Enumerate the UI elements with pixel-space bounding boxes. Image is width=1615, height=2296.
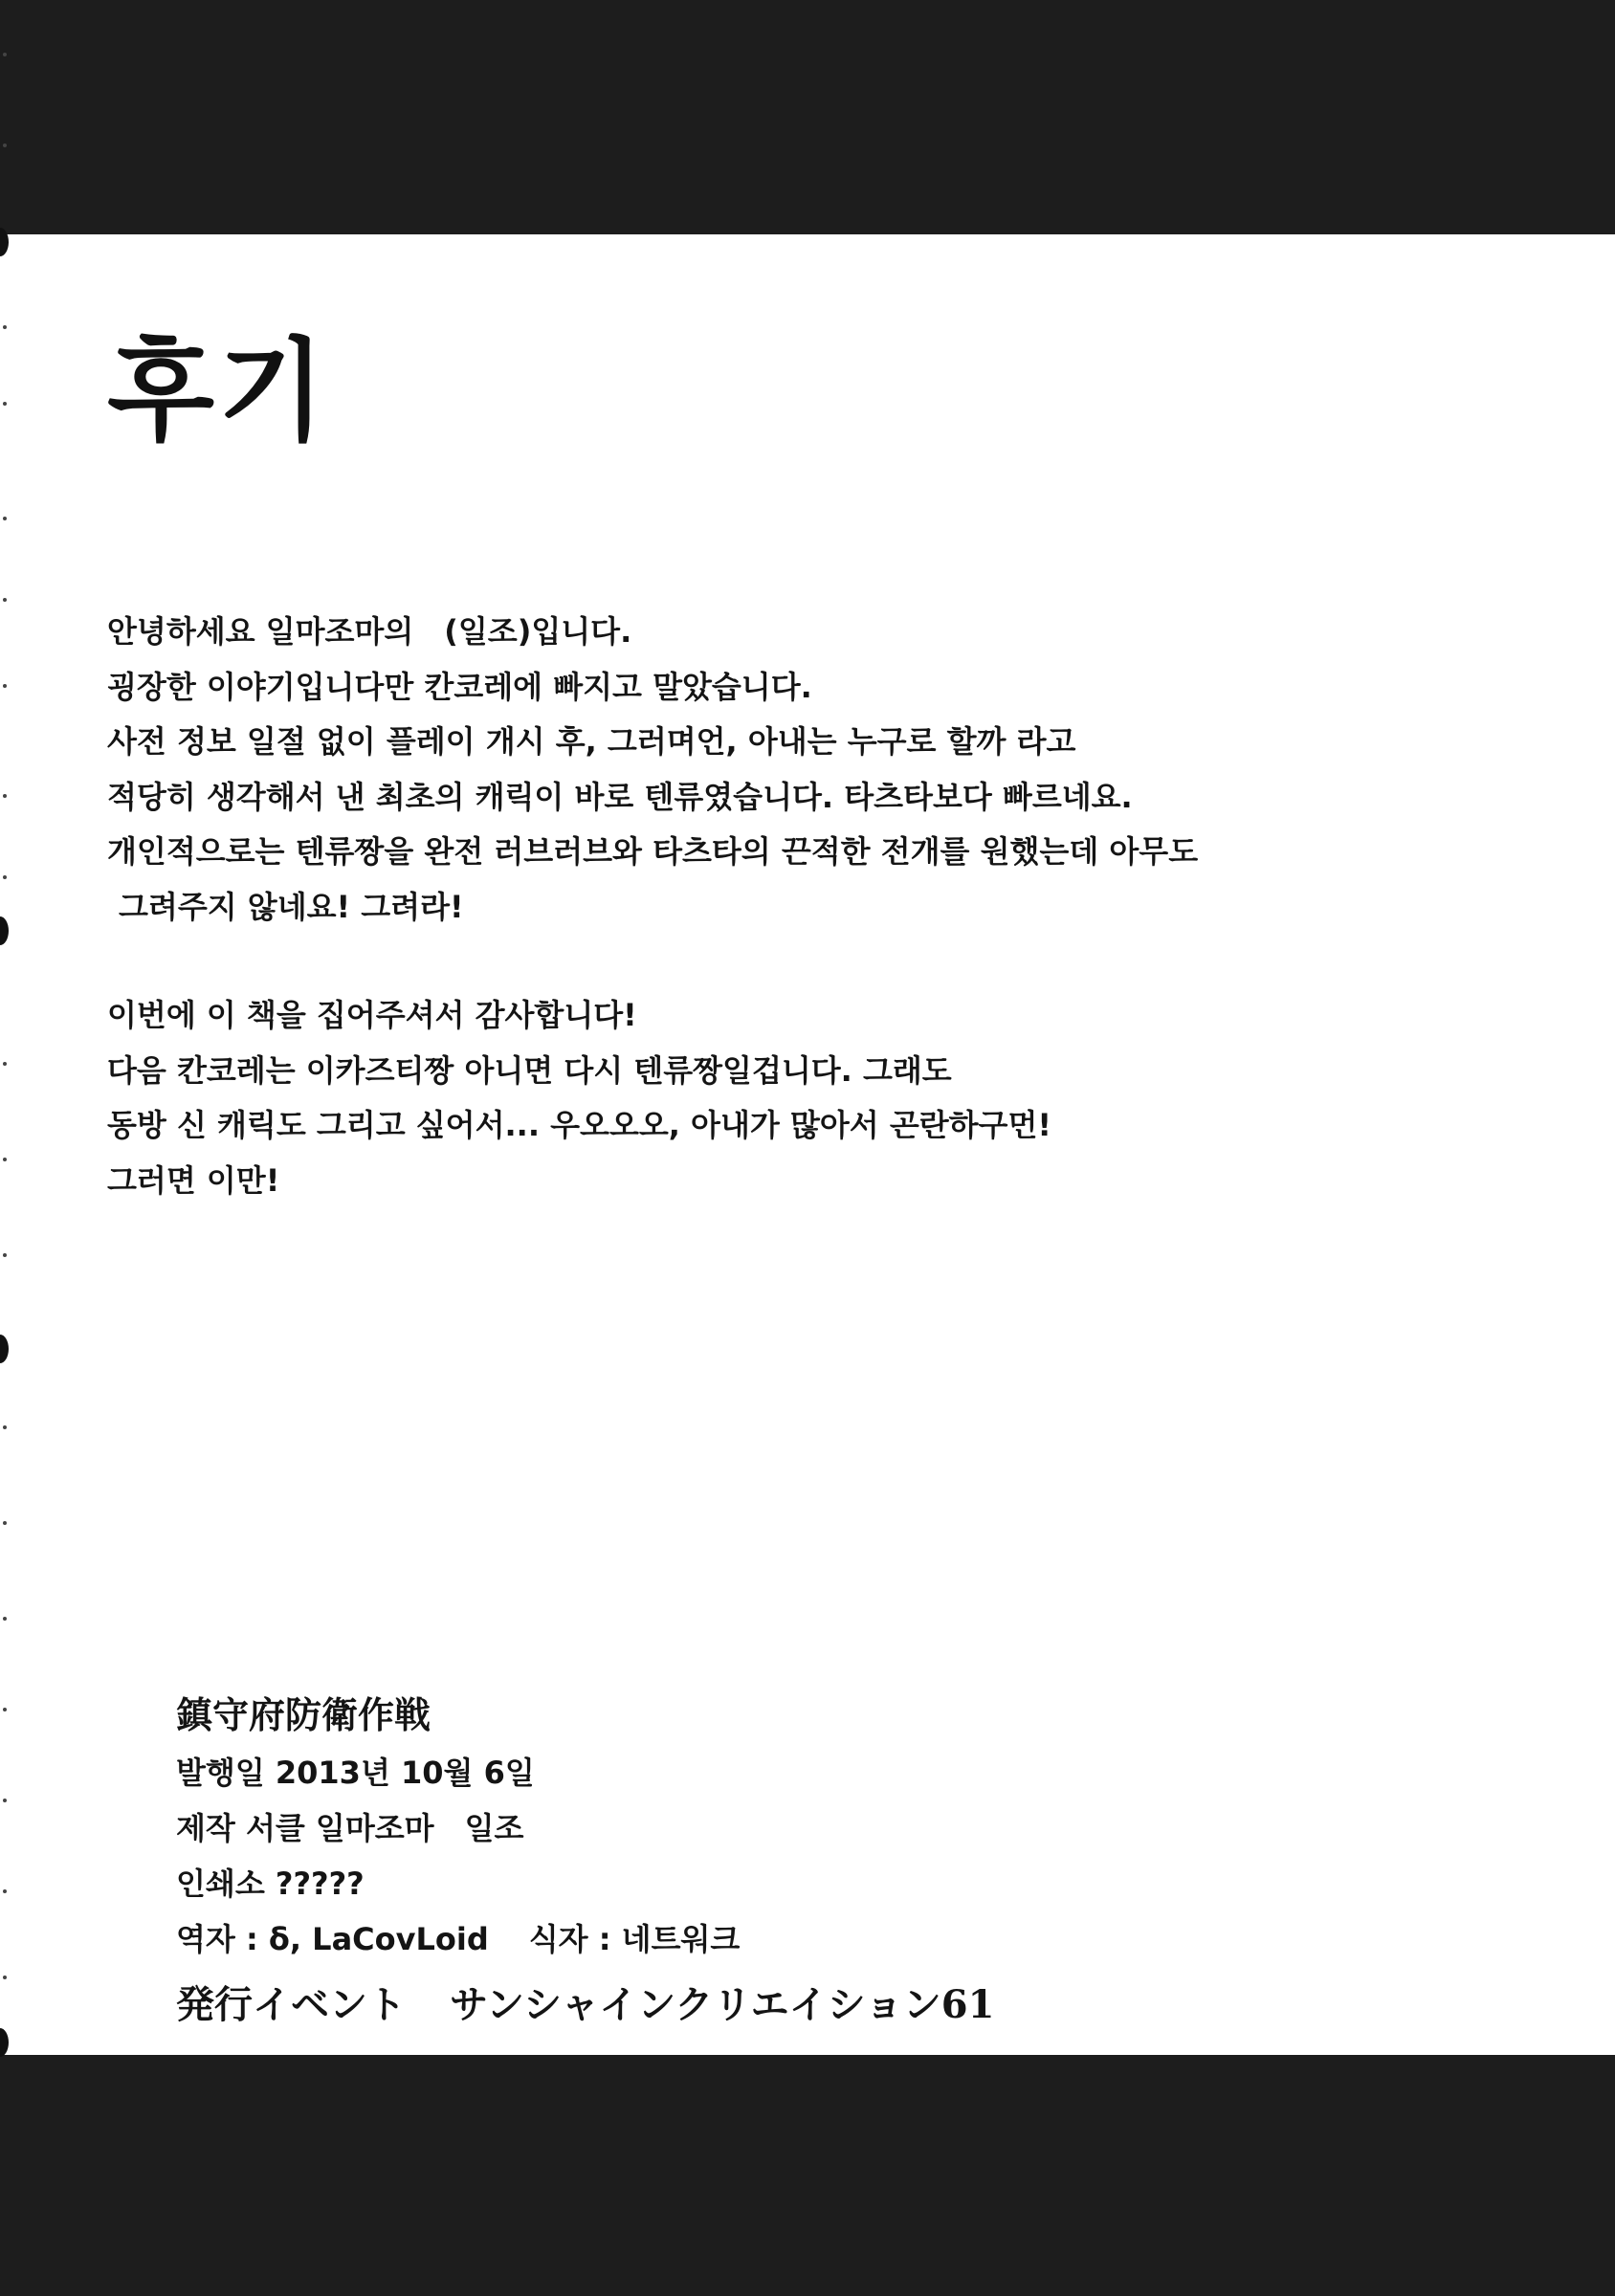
body-line: 다음 칸코레는 이카즈티짱 아니면 다시 텐류짱일겁니다. 그래도 bbox=[107, 1051, 952, 1089]
body-line: 그러면 이만! bbox=[107, 1161, 280, 1199]
binding-hole bbox=[0, 228, 9, 256]
afterword-body bbox=[107, 605, 1447, 1208]
binding-speck bbox=[3, 402, 7, 406]
colophon bbox=[176, 1686, 1420, 2036]
translator-credit: 역자 : δ, LaCovLoid bbox=[176, 1921, 489, 1957]
body-line: 동방 신 캐릭도 그리고 싶어서... 우오오오, 아내가 많아서 곤란하구먼! bbox=[107, 1107, 1051, 1143]
body-line: 굉장한 이야기입니다만 칸코레에 빠지고 말았습니다. bbox=[107, 668, 812, 705]
publish-date: 발행일 2013년 10월 6일 bbox=[176, 1755, 535, 1791]
body-line: 사전 정보 일절 없이 플레이 개시 후, 그러며언, 아내는 누구로 할까 라고 bbox=[107, 723, 1076, 760]
body-line: 이번에 이 책을 집어주셔서 감사합니다! bbox=[107, 997, 637, 1033]
binding-speck bbox=[3, 53, 7, 56]
body-line: 적당히 생각해서 낸 최초의 캐릭이 바로 텐류였습니다. 타츠타보다 빠르네요. bbox=[107, 778, 1133, 815]
book-title: 鎮守府防衛作戦 bbox=[176, 1693, 431, 1736]
binding-speck bbox=[3, 1976, 7, 1979]
binding-speck bbox=[3, 144, 7, 147]
paragraph-gap bbox=[107, 935, 1447, 988]
page-title: 후기 bbox=[107, 327, 330, 456]
binding-speck bbox=[3, 875, 7, 879]
binding-speck bbox=[3, 794, 7, 798]
binding-speck bbox=[3, 1521, 7, 1525]
binding-hole bbox=[0, 916, 9, 945]
top-black-band bbox=[0, 0, 1615, 234]
production-credit: 제작 서클 일마조마 일조 bbox=[176, 1810, 524, 1846]
event-name: サンシャインクリエイション61 bbox=[450, 1982, 995, 2027]
binding-speck bbox=[3, 1062, 7, 1066]
binding-speck bbox=[3, 1799, 7, 1802]
bottom-black-band bbox=[0, 2055, 1615, 2296]
binding-speck bbox=[3, 1617, 7, 1621]
binding-edge bbox=[0, 0, 13, 2296]
binding-hole bbox=[0, 2028, 9, 2057]
typesetter-credit: 식자 : 네트워크 bbox=[528, 1921, 741, 1957]
body-line: 그려주지 않네요! 그려라! bbox=[119, 888, 464, 925]
binding-speck bbox=[3, 325, 7, 329]
publishing-event bbox=[176, 1975, 1420, 2036]
binding-speck bbox=[3, 517, 7, 520]
binding-speck bbox=[3, 1425, 7, 1429]
binding-hole bbox=[0, 1335, 9, 1363]
staff-credits bbox=[176, 1911, 1420, 1967]
binding-speck bbox=[3, 1708, 7, 1711]
binding-speck bbox=[3, 684, 7, 688]
binding-speck bbox=[3, 1158, 7, 1161]
body-line: 안녕하세요 일마조마의 (일조)입니다. bbox=[107, 613, 632, 650]
event-label: 発行イベント bbox=[176, 1982, 406, 2027]
printer-credit: 인쇄소 ????? bbox=[176, 1866, 365, 1902]
binding-speck bbox=[3, 598, 7, 602]
body-line: 개인적으로는 텐류짱을 완전 러브러브와 타츠타의 끈적한 전개를 원했는데 아무도 bbox=[107, 833, 1199, 870]
binding-speck bbox=[3, 1253, 7, 1257]
binding-speck bbox=[3, 1889, 7, 1893]
